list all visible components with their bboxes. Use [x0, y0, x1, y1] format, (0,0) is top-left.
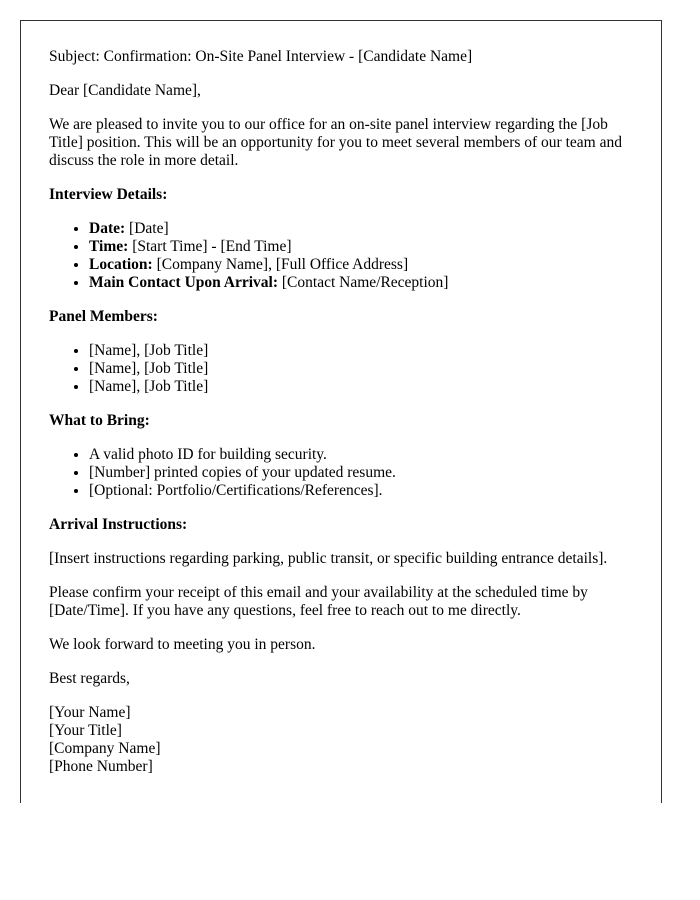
arrival-heading: Arrival Instructions:	[49, 516, 188, 533]
signature-phone: [Phone Number]	[49, 758, 153, 775]
list-item: • A valid photo ID for building security.	[89, 446, 633, 464]
list-item: • Time: [Start Time] - [End Time]	[89, 238, 633, 256]
signature-title: [Your Title]	[49, 722, 122, 739]
details-list	[49, 220, 633, 292]
signature-block	[49, 704, 633, 776]
signature-company: [Company Name]	[49, 740, 161, 757]
list-item: • [Optional: Portfolio/Certifications/References].	[89, 482, 633, 500]
list-item: • [Name], [Job Title]	[89, 378, 633, 396]
panel-list	[49, 342, 633, 396]
list-item: • [Name], [Job Title]	[89, 342, 633, 360]
confirm-paragraph: Please confirm your receipt of this email and your availability at the scheduled time by [Date/Time]. If you have any questions, feel free to reach out to me directly.	[49, 584, 588, 619]
list-item: • Location: [Company Name], [Full Office Address]	[89, 256, 633, 274]
list-item: • Date: [Date]	[89, 220, 633, 238]
subject-line: Subject: Confirmation: On-Site Panel Interview - [Candidate Name]	[49, 48, 473, 65]
bring-list	[49, 446, 633, 500]
bring-heading: What to Bring:	[49, 412, 150, 429]
panel-heading: Panel Members:	[49, 308, 158, 325]
signoff: Best regards,	[49, 670, 130, 687]
list-item: • Main Contact Upon Arrival: [Contact Name/Reception]	[89, 274, 633, 292]
details-heading: Interview Details:	[49, 186, 168, 203]
arrival-text: [Insert instructions regarding parking, public transit, or specific building entrance details].	[49, 550, 608, 567]
greeting: Dear [Candidate Name],	[49, 82, 201, 99]
intro-paragraph: We are pleased to invite you to our office for an on-site panel interview regarding the [Job Title] position. This will be an opportunity for you to meet several members of our team and discuss the role in more detail.	[49, 116, 622, 169]
list-item: • [Number] printed copies of your updated resume.	[89, 464, 633, 482]
closing-line: We look forward to meeting you in person.	[49, 636, 316, 653]
email-document	[20, 20, 662, 803]
list-item: • [Name], [Job Title]	[89, 360, 633, 378]
signature-name: [Your Name]	[49, 704, 131, 721]
